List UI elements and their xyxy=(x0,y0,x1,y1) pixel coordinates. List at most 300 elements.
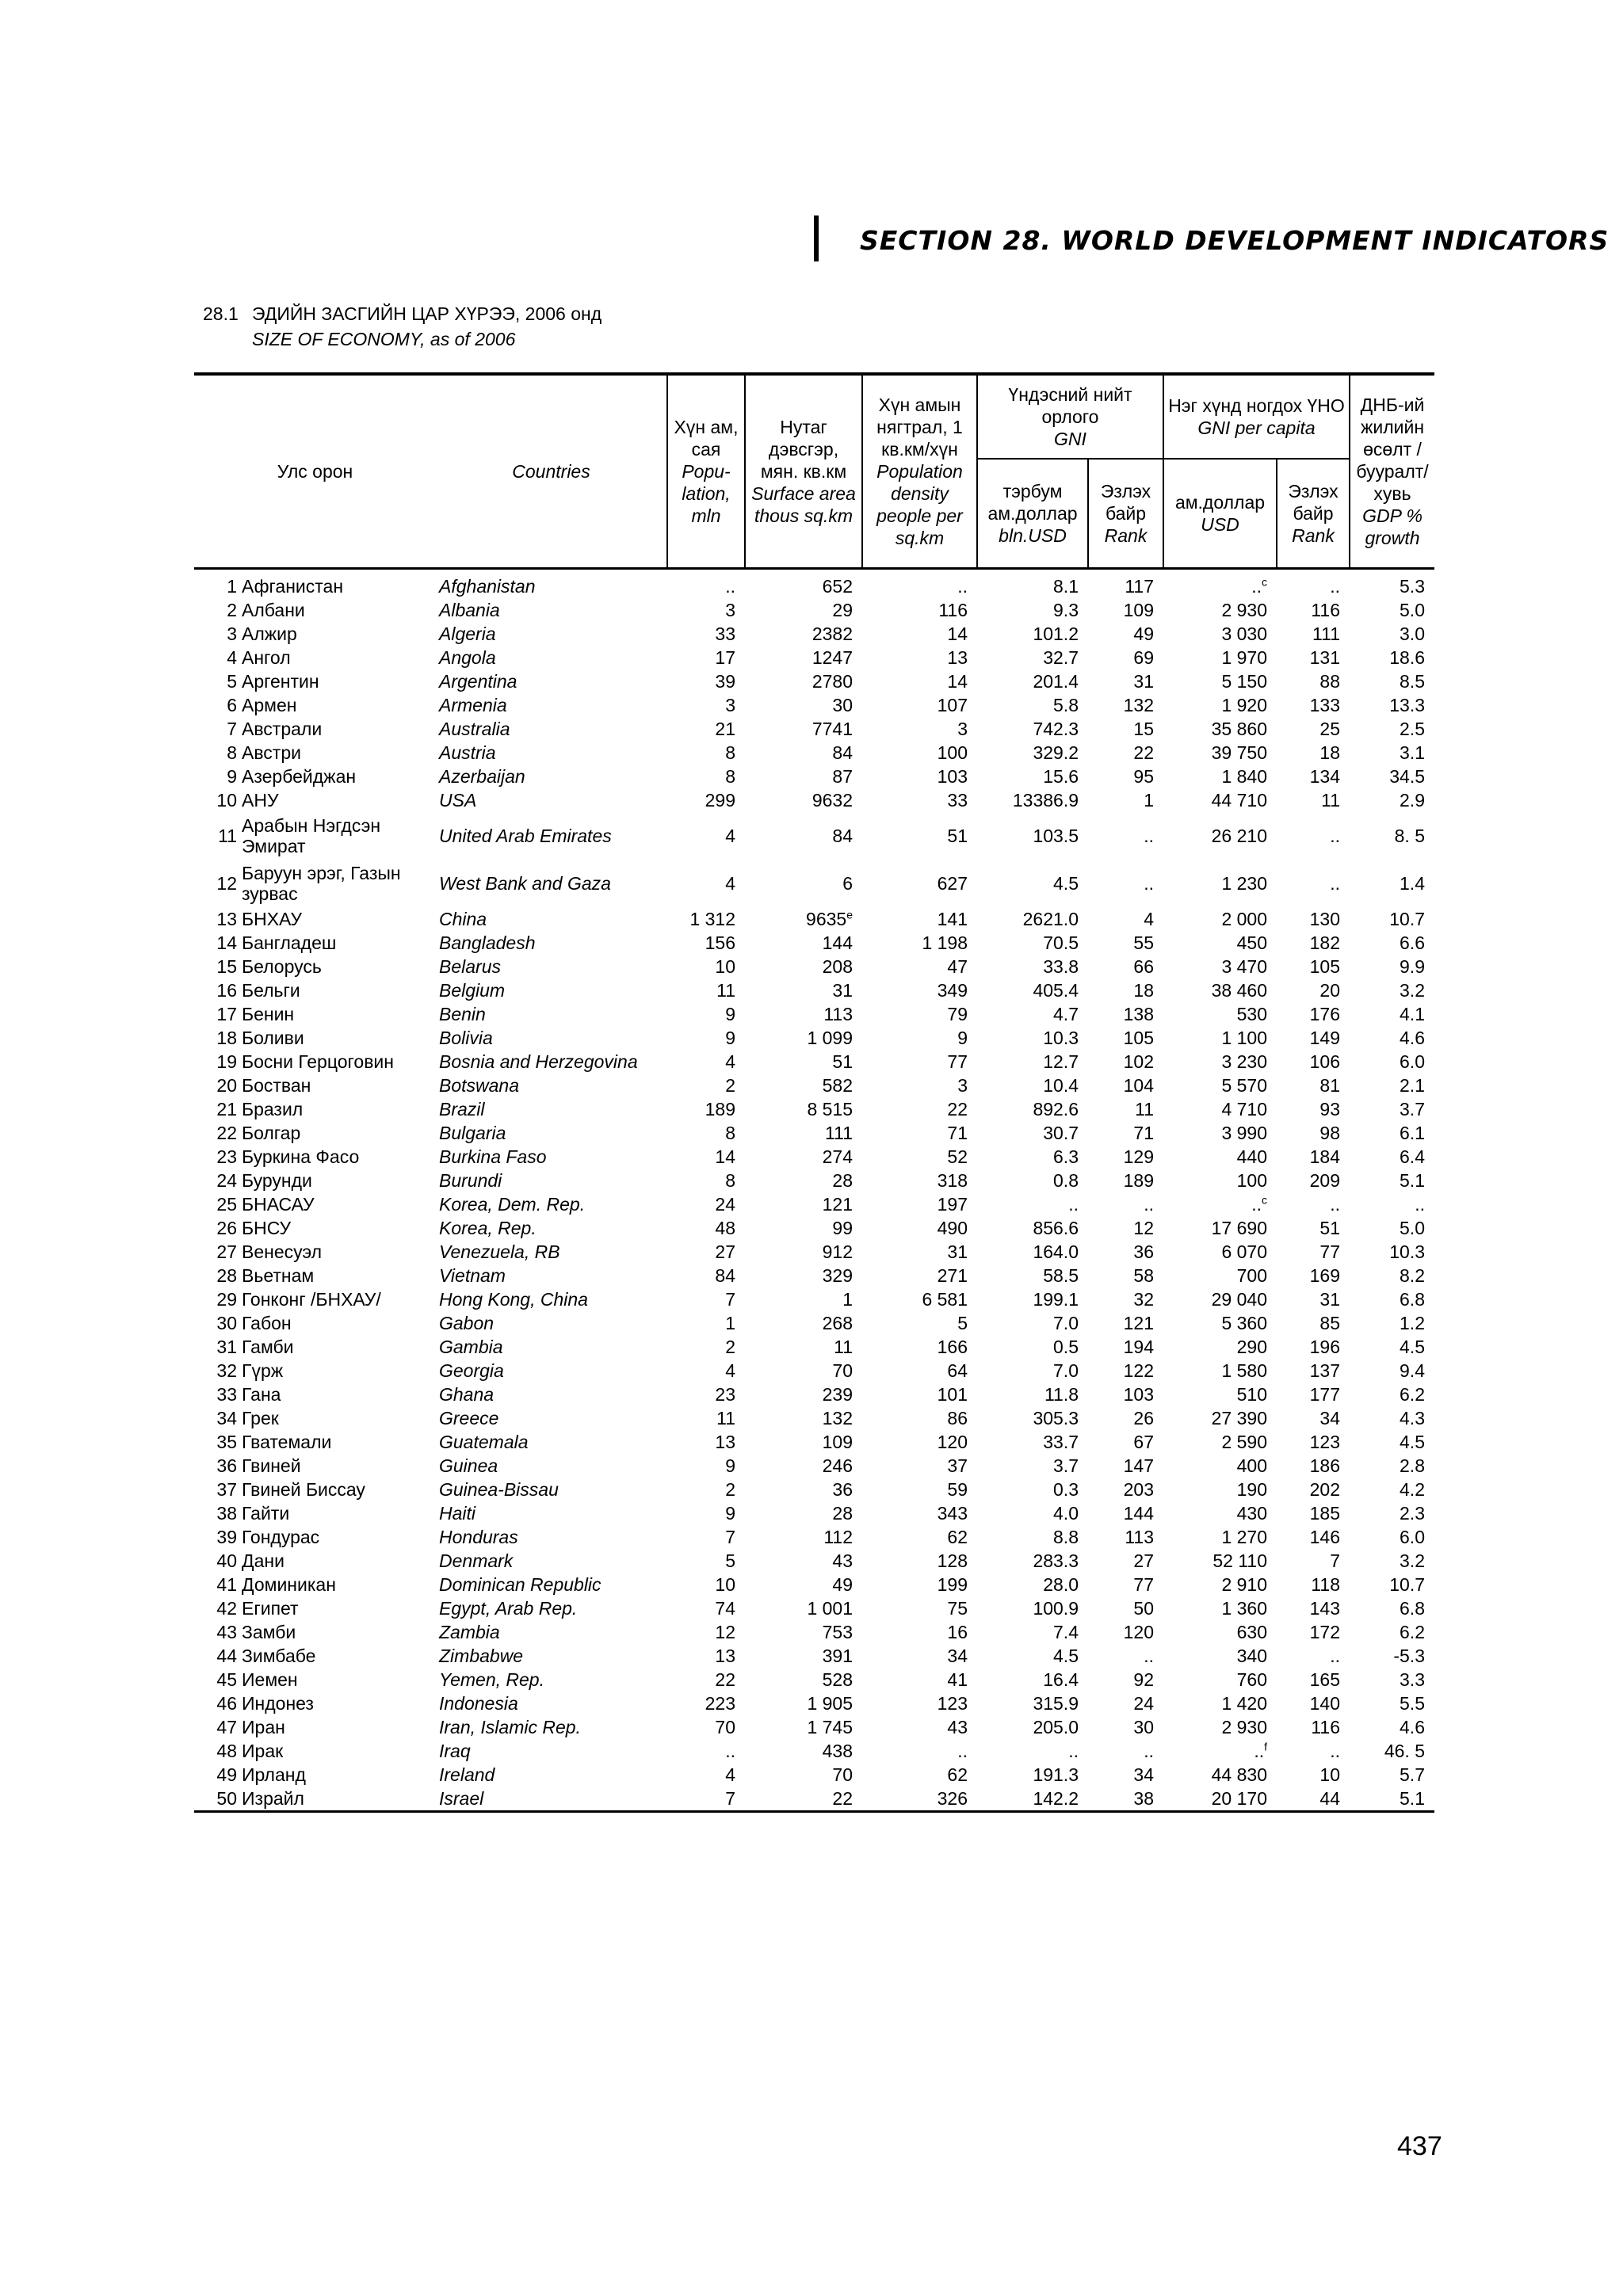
population-cell: 2 xyxy=(725,1478,735,1500)
gdp-growth-cell: 2.1 xyxy=(1400,1074,1425,1096)
density-cell: 9 xyxy=(957,1027,968,1048)
country-name-mn: Алжир xyxy=(242,623,297,644)
country-name-mn: Доминикан xyxy=(242,1573,336,1595)
surface-area-cell: 70 xyxy=(832,1360,853,1381)
country-name-en: Algeria xyxy=(439,623,496,644)
gni-cell: 11.8 xyxy=(1044,1383,1079,1405)
population-cell: 1 312 xyxy=(689,908,735,929)
table-row xyxy=(194,812,1434,860)
country-name-en: Afghanistan xyxy=(439,575,536,597)
table-row xyxy=(194,860,1434,907)
row-index: 19 xyxy=(216,1051,237,1072)
table-row xyxy=(194,1763,1434,1787)
gni-cell: 8.1 xyxy=(1053,575,1079,597)
density-cell: 62 xyxy=(947,1526,968,1547)
gdp-growth-cell: 13.3 xyxy=(1389,694,1425,715)
gdp-growth-cell: 6.8 xyxy=(1400,1288,1425,1310)
gni-rank-cell: 132 xyxy=(1123,694,1154,715)
table-row xyxy=(194,1287,1434,1311)
country-name-mn: Бельги xyxy=(242,979,300,1001)
gni-per-capita-cell: 35 860 xyxy=(1211,718,1267,739)
gni-rank-cell: 18 xyxy=(1133,979,1154,1001)
gni-rank-cell: 129 xyxy=(1123,1146,1154,1167)
density-cell: 16 xyxy=(947,1621,968,1642)
row-index: 49 xyxy=(216,1764,237,1785)
gni-per-capita-rank-cell: 118 xyxy=(1311,1573,1340,1595)
population-cell: 22 xyxy=(715,1669,735,1690)
population-cell: 2 xyxy=(725,1336,735,1357)
gni-per-capita-rank-cell: 146 xyxy=(1309,1526,1340,1547)
row-index: 21 xyxy=(216,1098,237,1119)
density-cell: 62 xyxy=(947,1764,968,1785)
country-name-mn: Гвиней Биссау xyxy=(242,1478,365,1500)
table-title-mn: ЭДИЙН ЗАСГИЙН ЦАР ХҮРЭЭ, 2006 онд xyxy=(252,303,602,324)
row-index: 35 xyxy=(216,1431,237,1452)
gni-per-capita-cell: 530 xyxy=(1236,1003,1267,1024)
density-cell: 141 xyxy=(937,908,968,929)
population-cell: 13 xyxy=(715,1645,735,1666)
row-index: 8 xyxy=(227,742,237,763)
surface-area-cell: 912 xyxy=(822,1241,853,1262)
table-row xyxy=(194,1216,1434,1240)
table-row xyxy=(194,1478,1434,1501)
gni-rank-cell: 105 xyxy=(1123,1027,1154,1048)
gdp-growth-cell: 9.4 xyxy=(1400,1360,1425,1381)
country-name-en: USA xyxy=(439,789,477,810)
surface-area-cell: 30 xyxy=(832,694,853,715)
gni-rank-cell: 58 xyxy=(1133,1264,1154,1286)
gni-rank-cell: 67 xyxy=(1133,1431,1154,1452)
country-name-en: Brazil xyxy=(439,1098,485,1119)
gdp-growth-cell: 6.2 xyxy=(1400,1621,1425,1642)
table-row xyxy=(194,1240,1434,1264)
gni-rank-cell: 49 xyxy=(1133,623,1154,644)
gni-rank-cell: 22 xyxy=(1133,742,1154,763)
country-name-mn: Болгар xyxy=(242,1122,301,1143)
gni-per-capita-cell: 3 230 xyxy=(1221,1051,1267,1072)
header-gni: Үндэсний нийт орлого GNI xyxy=(977,374,1163,459)
gni-cell: 32.7 xyxy=(1043,646,1079,668)
gni-cell: 405.4 xyxy=(1033,979,1079,1001)
surface-area-cell: 582 xyxy=(822,1074,853,1096)
table-row xyxy=(194,1074,1434,1097)
density-cell: 41 xyxy=(947,1669,968,1690)
gni-rank-cell: 34 xyxy=(1133,1764,1154,1785)
density-cell: 37 xyxy=(947,1455,968,1476)
surface-area-cell: 1 xyxy=(842,1288,853,1310)
country-name-mn: Венесуэл xyxy=(242,1241,323,1262)
country-name-en: Yemen, Rep. xyxy=(439,1669,544,1690)
surface-area-cell: 2780 xyxy=(812,670,853,692)
gni-rank-cell: 104 xyxy=(1123,1074,1154,1096)
surface-area-cell: 208 xyxy=(822,955,853,977)
country-name-en: Burkina Faso xyxy=(439,1146,547,1167)
country-name-mn: Гайти xyxy=(242,1502,290,1524)
country-name-mn: Бангладеш xyxy=(242,932,337,953)
gdp-growth-cell: 5.7 xyxy=(1400,1764,1425,1785)
row-index: 22 xyxy=(216,1122,237,1143)
gni-per-capita-cell: 2 930 xyxy=(1221,599,1267,620)
country-name-en: Zambia xyxy=(439,1621,500,1642)
gni-per-capita-rank-cell: 77 xyxy=(1319,1241,1340,1262)
surface-area-cell: 87 xyxy=(832,765,853,787)
gni-per-capita-cell: 100 xyxy=(1236,1169,1267,1191)
country-name-mn: БНАСАУ xyxy=(242,1193,315,1215)
gdp-growth-cell: 2.9 xyxy=(1400,789,1425,810)
population-cell: 8 xyxy=(725,1122,735,1143)
country-name-mn: Грек xyxy=(242,1407,279,1428)
density-cell: 166 xyxy=(937,1336,968,1357)
population-cell: .. xyxy=(725,575,735,597)
density-cell: 64 xyxy=(947,1360,968,1381)
table-caption xyxy=(203,301,601,352)
gni-per-capita-rank-cell: 137 xyxy=(1309,1360,1340,1381)
surface-area-cell: 121 xyxy=(822,1193,853,1215)
population-cell: 4 xyxy=(725,1051,735,1072)
gdp-growth-cell: 6.0 xyxy=(1400,1526,1425,1547)
row-index: 30 xyxy=(216,1312,237,1333)
population-cell: 7 xyxy=(725,1288,735,1310)
gni-per-capita-cell: 440 xyxy=(1236,1146,1267,1167)
gni-rank-cell: 69 xyxy=(1133,646,1154,668)
table-row xyxy=(194,1121,1434,1145)
density-cell: 318 xyxy=(937,1169,968,1191)
row-index: 18 xyxy=(216,1027,237,1048)
surface-area-cell: 11 xyxy=(834,1336,853,1357)
country-name-mn: Гана xyxy=(242,1383,281,1405)
country-name-mn: Гамби xyxy=(242,1336,294,1357)
population-cell: 14 xyxy=(715,1146,735,1167)
section-bar xyxy=(814,215,819,261)
table-row xyxy=(194,1335,1434,1359)
table-row xyxy=(194,1430,1434,1454)
country-name-mn: Ангол xyxy=(242,646,291,668)
table-number: 28.1 xyxy=(203,303,239,324)
density-cell: 5 xyxy=(957,1312,968,1333)
density-cell: 343 xyxy=(937,1502,968,1524)
population-cell: 10 xyxy=(715,1573,735,1595)
gni-rank-cell: .. xyxy=(1144,1740,1154,1761)
table-row xyxy=(194,598,1434,622)
gni-per-capita-cell: 700 xyxy=(1236,1264,1267,1286)
gni-rank-cell: 113 xyxy=(1125,1526,1154,1547)
gni-per-capita-cell: 20 170 xyxy=(1163,1787,1277,1812)
surface-area-cell: 29 xyxy=(832,599,853,620)
density-cell: 116 xyxy=(938,599,968,620)
country-name-mn: Гонконг /БНХАУ/ xyxy=(242,1288,381,1310)
surface-area-cell: 274 xyxy=(822,1146,853,1167)
country-name-en: Bolivia xyxy=(439,1027,493,1048)
gni-cell: 33.7 xyxy=(1043,1431,1079,1452)
gni-rank-cell: 138 xyxy=(1123,1003,1154,1024)
gni-per-capita-rank-cell: 11 xyxy=(1321,789,1340,810)
surface-area-cell: 7741 xyxy=(812,718,853,739)
surface-area-cell: 113 xyxy=(823,1003,853,1024)
gdp-growth-cell: 2.3 xyxy=(1400,1502,1425,1524)
gni-per-capita-cell: 1 270 xyxy=(1221,1526,1267,1547)
density-cell: 51 xyxy=(947,826,968,846)
section-title: SECTION 28. WORLD DEVELOPMENT INDICATORS xyxy=(860,225,1610,256)
row-index: 36 xyxy=(216,1455,237,1476)
gni-rank-cell: 117 xyxy=(1125,575,1154,597)
gni-per-capita-rank-cell: 44 xyxy=(1277,1787,1350,1812)
country-name-mn: Австрали xyxy=(242,718,323,739)
surface-area-cell: 28 xyxy=(832,1502,853,1524)
gni-per-capita-cell: 430 xyxy=(1236,1502,1267,1524)
gni-per-capita-cell: 1 100 xyxy=(1221,1027,1267,1048)
row-index: 5 xyxy=(227,670,237,692)
gni-per-capita-cell: 190 xyxy=(1236,1478,1267,1500)
country-name-mn: Бразил xyxy=(242,1098,304,1119)
table-row xyxy=(194,1145,1434,1169)
section-header xyxy=(814,215,1610,266)
gni-rank-cell: .. xyxy=(1144,1193,1154,1215)
header-gni-rank: Эзлэх байр Rank xyxy=(1088,459,1163,569)
gni-per-capita-rank-cell: 149 xyxy=(1309,1027,1340,1048)
gni-per-capita-cell: 340 xyxy=(1236,1645,1267,1666)
population-cell: 156 xyxy=(705,932,735,953)
table-row xyxy=(194,1454,1434,1478)
gdp-growth-cell: -5.3 xyxy=(1393,1645,1425,1666)
surface-area-cell: 9635e xyxy=(806,907,853,929)
population-cell: 4 xyxy=(725,1360,735,1381)
density-cell: 33 xyxy=(947,789,968,810)
table-row xyxy=(194,978,1434,1002)
gni-rank-cell: 121 xyxy=(1123,1312,1154,1333)
page-number: 437 xyxy=(1397,2131,1442,2161)
gni-per-capita-cell: ..$^c$ xyxy=(1251,574,1267,597)
gni-per-capita-rank-cell: 25 xyxy=(1319,718,1340,739)
header-country-mn: Улс орон xyxy=(194,374,436,569)
country-name-mn: Гондурас xyxy=(242,1526,320,1547)
gdp-growth-cell: 3.7 xyxy=(1400,1098,1425,1119)
density-cell: 31 xyxy=(947,1241,968,1262)
country-name-en: Israel xyxy=(436,1787,667,1812)
population-cell: 23 xyxy=(715,1383,735,1405)
gni-rank-cell: 30 xyxy=(1133,1716,1154,1737)
surface-area-cell: 528 xyxy=(822,1669,853,1690)
gdp-growth-cell: 5.0 xyxy=(1400,1217,1425,1238)
country-name-mn: Зимбабе xyxy=(242,1645,316,1666)
country-name-en: Benin xyxy=(439,1003,486,1024)
gni-rank-cell: 12 xyxy=(1133,1217,1154,1238)
gni-per-capita-cell: 1 840 xyxy=(1221,765,1267,787)
surface-area-cell: 1 099 xyxy=(807,1027,853,1048)
country-name-mn: Австри xyxy=(242,742,301,763)
country-name-mn: Бенин xyxy=(242,1003,295,1024)
density-cell: 271 xyxy=(937,1264,968,1286)
gdp-growth-cell: 4.6 xyxy=(1400,1027,1425,1048)
gni-per-capita-rank-cell: 7 xyxy=(1330,1550,1340,1571)
row-index: 15 xyxy=(216,955,237,977)
gni-per-capita-cell: 1 580 xyxy=(1221,1360,1267,1381)
density-cell: 43 xyxy=(947,1716,968,1737)
row-index: 31 xyxy=(216,1336,237,1357)
population-cell: 11 xyxy=(716,979,735,1001)
table-row xyxy=(194,1501,1434,1525)
gni-cell: 100.9 xyxy=(1033,1597,1079,1619)
header-gni-per-capita: Нэг хүнд ногдох ҮНО GNI per capita xyxy=(1163,374,1350,459)
gdp-growth-cell: 4.1 xyxy=(1400,1003,1425,1024)
row-index: 7 xyxy=(227,718,237,739)
gni-cell: 28.0 xyxy=(1043,1573,1079,1595)
gdp-growth-cell: 8.5 xyxy=(1400,670,1425,692)
gni-rank-cell: 31 xyxy=(1133,670,1154,692)
gni-per-capita-rank-cell: 143 xyxy=(1309,1597,1340,1619)
gni-per-capita-rank-cell: 133 xyxy=(1309,694,1340,715)
gni-per-capita-rank-cell: 31 xyxy=(1319,1288,1340,1310)
population-cell: 8 xyxy=(725,765,735,787)
country-name-en: United Arab Emirates xyxy=(439,826,612,846)
gni-cell: 101.2 xyxy=(1033,623,1079,644)
population-cell: 13 xyxy=(715,1431,735,1452)
surface-area-cell: 239 xyxy=(822,1383,853,1405)
row-index: 9 xyxy=(227,765,237,787)
table-row xyxy=(194,1549,1434,1573)
country-name-en: Burundi xyxy=(439,1169,502,1191)
country-name-mn: Иемен xyxy=(242,1669,298,1690)
table-row xyxy=(194,1787,1434,1812)
population-cell: 7 xyxy=(667,1787,745,1812)
gni-cell: 16.4 xyxy=(1043,1669,1079,1690)
gdp-growth-cell: 4.6 xyxy=(1400,1716,1425,1737)
table-row xyxy=(194,907,1434,931)
gni-rank-cell: 77 xyxy=(1133,1573,1154,1595)
gni-per-capita-rank-cell: 105 xyxy=(1309,955,1340,977)
row-index: 10 xyxy=(216,789,237,810)
gni-per-capita-cell: 52 110 xyxy=(1212,1550,1267,1571)
header-density: Хүн амын нягтрал, 1 кв.км/хүн Population density people per sq.km xyxy=(862,374,977,569)
gni-per-capita-cell: 290 xyxy=(1236,1336,1267,1357)
gni-per-capita-cell: 29 040 xyxy=(1211,1288,1267,1310)
gni-rank-cell: 194 xyxy=(1123,1336,1154,1357)
gni-cell: 742.3 xyxy=(1033,718,1079,739)
gni-per-capita-rank-cell: 18 xyxy=(1319,742,1340,763)
gni-per-capita-rank-cell: .. xyxy=(1330,873,1340,894)
gni-cell: 58.5 xyxy=(1043,1264,1079,1286)
gni-cell: 6.3 xyxy=(1053,1146,1079,1167)
population-cell: 24 xyxy=(715,1193,735,1215)
table-row xyxy=(194,693,1434,717)
surface-area-cell: 111 xyxy=(825,1122,853,1143)
row-index: 50 xyxy=(194,1787,242,1812)
table-row xyxy=(194,1026,1434,1050)
density-cell: 47 xyxy=(947,955,968,977)
gdp-growth-cell: 10.7 xyxy=(1389,908,1425,929)
gni-rank-cell: 27 xyxy=(1133,1550,1154,1571)
country-name-en: Ghana xyxy=(439,1383,495,1405)
gni-cell: 0.8 xyxy=(1053,1169,1079,1191)
row-index: 38 xyxy=(216,1502,237,1524)
country-name-en: Guinea xyxy=(439,1455,498,1476)
gni-cell: .. xyxy=(1068,1740,1079,1761)
gni-per-capita-cell: 2 000 xyxy=(1221,908,1267,929)
row-index: 12 xyxy=(216,873,237,894)
gni-per-capita-rank-cell: 93 xyxy=(1319,1098,1340,1119)
gni-rank-cell: 4 xyxy=(1144,908,1154,929)
row-index: 34 xyxy=(216,1407,237,1428)
country-name-en: Dominican Republic xyxy=(439,1573,601,1595)
country-name-en: Indonesia xyxy=(439,1692,518,1714)
row-index: 11 xyxy=(218,826,237,846)
population-cell: 48 xyxy=(715,1217,735,1238)
country-name-en: Belarus xyxy=(439,955,501,977)
table-row xyxy=(194,1097,1434,1121)
gni-per-capita-rank-cell: 182 xyxy=(1309,932,1340,953)
country-name-en: Greece xyxy=(439,1407,499,1428)
population-cell: 299 xyxy=(705,789,735,810)
population-cell: 9 xyxy=(725,1003,735,1024)
row-index: 47 xyxy=(216,1716,237,1737)
gni-per-capita-rank-cell: .. xyxy=(1330,575,1340,597)
density-cell: 1 198 xyxy=(922,932,968,953)
gdp-growth-cell: 8. 5 xyxy=(1394,826,1425,846)
gni-per-capita-cell: 450 xyxy=(1236,932,1267,953)
gdp-growth-cell: 6.2 xyxy=(1400,1383,1425,1405)
surface-area-cell: 1 745 xyxy=(807,1716,853,1737)
row-index: 13 xyxy=(216,908,237,929)
header-country-en: Countries xyxy=(436,374,667,569)
country-name-mn: Арабын Нэгдсэн Эмират xyxy=(242,815,381,856)
gni-per-capita-cell: 630 xyxy=(1236,1621,1267,1642)
gdp-growth-cell: 5.5 xyxy=(1400,1692,1425,1714)
population-cell: 9 xyxy=(725,1502,735,1524)
table-row xyxy=(194,741,1434,765)
density-cell: 3 xyxy=(957,718,968,739)
gdp-growth-cell: 4.5 xyxy=(1400,1336,1425,1357)
row-index: 23 xyxy=(216,1146,237,1167)
density-cell: 128 xyxy=(937,1550,968,1571)
country-name-en: West Bank and Gaza xyxy=(439,873,611,894)
population-cell: 7 xyxy=(725,1526,735,1547)
table-title-en: SIZE OF ECONOMY, as of 2006 xyxy=(252,329,516,349)
population-cell: 189 xyxy=(705,1098,735,1119)
surface-area-cell: 84 xyxy=(832,826,853,846)
gni-rank-cell: .. xyxy=(1144,1645,1154,1666)
gdp-growth-cell: 4.3 xyxy=(1400,1407,1425,1428)
gni-per-capita-rank-cell: .. xyxy=(1330,1645,1340,1666)
density-cell: 120 xyxy=(937,1431,968,1452)
table-row xyxy=(194,765,1434,788)
gni-cell: 329.2 xyxy=(1033,742,1079,763)
gni-per-capita-rank-cell: 98 xyxy=(1319,1122,1340,1143)
gni-per-capita-cell: 3 990 xyxy=(1221,1122,1267,1143)
country-name-en: Venezuela, RB xyxy=(439,1241,560,1262)
gni-per-capita-cell: 400 xyxy=(1236,1455,1267,1476)
population-cell: 5 xyxy=(725,1550,735,1571)
surface-area-cell: 43 xyxy=(832,1550,853,1571)
gni-cell: .. xyxy=(1068,1193,1079,1215)
gni-per-capita-rank-cell: 196 xyxy=(1309,1336,1340,1357)
gni-per-capita-cell: 3 030 xyxy=(1221,623,1267,644)
table-row xyxy=(194,788,1434,812)
gni-cell: 12.7 xyxy=(1043,1051,1079,1072)
row-index: 6 xyxy=(227,694,237,715)
gni-cell: 13386.9 xyxy=(1012,789,1079,810)
country-name-mn: Албани xyxy=(242,599,305,620)
country-name-mn: Бурунди xyxy=(242,1169,312,1191)
density-cell: 123 xyxy=(937,1692,968,1714)
row-index: 1 xyxy=(227,575,237,597)
population-cell: 8 xyxy=(725,742,735,763)
header-gdp-growth: ДНБ-ий жилийн өсөлт /бууралт/ хувь GDP % growth xyxy=(1350,374,1434,569)
gdp-growth-cell: 46. 5 xyxy=(1384,1740,1425,1761)
surface-area-cell: 109 xyxy=(822,1431,853,1452)
surface-area-cell: 329 xyxy=(822,1264,853,1286)
gni-cell: 103.5 xyxy=(1033,826,1079,846)
gni-cell: 315.9 xyxy=(1033,1692,1079,1714)
gni-rank-cell: 1 xyxy=(1144,789,1154,810)
